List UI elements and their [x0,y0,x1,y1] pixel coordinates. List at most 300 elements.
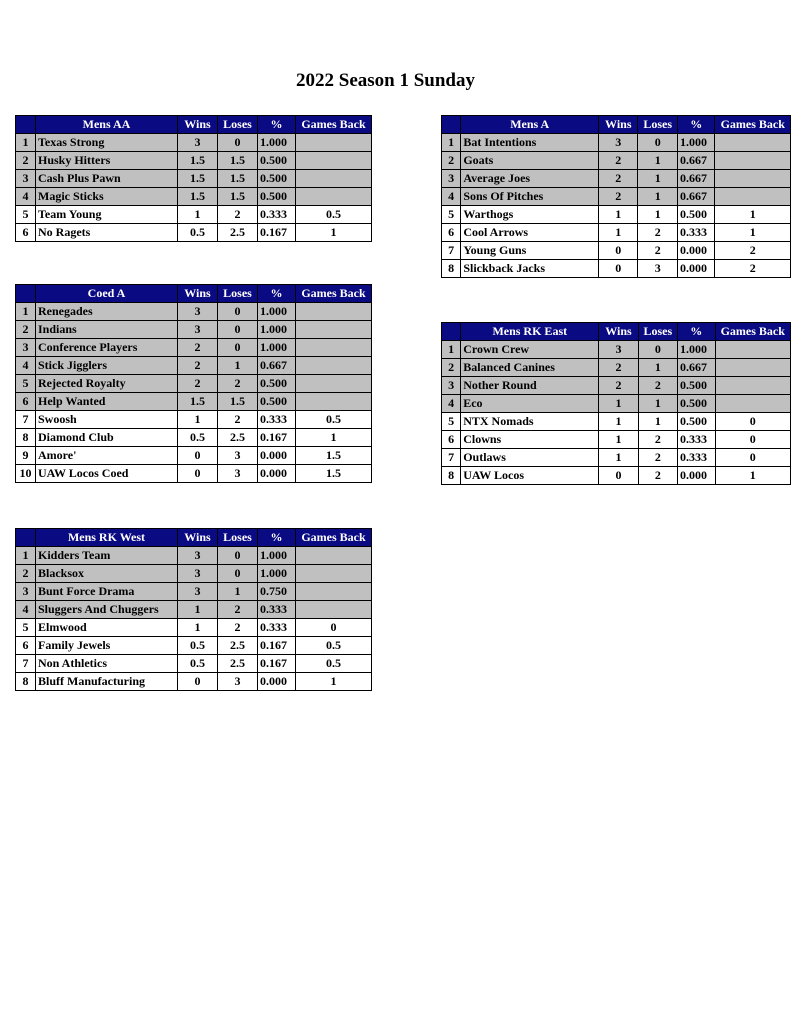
team-name-cell: Husky Hitters [36,152,178,170]
games-back-cell [715,377,790,395]
loses-cell: 2 [638,377,677,395]
pct-cell: 0.667 [677,188,715,206]
games-back-cell [296,375,372,393]
rank-cell: 4 [16,188,36,206]
header-division-name: Mens RK East [461,323,599,341]
pct-cell: 0.167 [258,429,296,447]
wins-cell: 0.5 [178,637,218,655]
wins-cell: 1 [599,206,638,224]
games-back-cell: 1.5 [296,447,372,465]
pct-cell: 0.500 [258,152,296,170]
rank-cell: 8 [16,429,36,447]
games-back-cell [296,357,372,375]
loses-cell: 1 [638,413,677,431]
team-name-cell: Eco [461,395,599,413]
team-name-cell: UAW Locos Coed [36,465,178,483]
pct-cell: 0.500 [678,413,715,431]
header-loses: Loses [638,116,678,134]
team-name-cell: Crown Crew [461,341,599,359]
rank-cell: 2 [16,565,36,583]
header-division-name: Coed A [36,285,178,303]
table-row [16,152,372,170]
header-games-back: Games Back [296,529,372,547]
pct-cell: 0.000 [677,260,715,278]
wins-cell: 1 [178,411,218,429]
header-loses: Loses [218,529,258,547]
team-name-cell: Non Athletics [36,655,178,673]
header-rank [16,529,36,547]
standings-coed-a [15,284,372,483]
team-name-cell: Kidders Team [36,547,178,565]
header-pct: % [258,529,296,547]
rank-cell: 1 [16,134,36,152]
pct-cell: 0.333 [677,224,715,242]
wins-cell: 3 [599,341,638,359]
team-name-cell: Rejected Royalty [36,375,178,393]
games-back-cell [296,170,372,188]
header-wins: Wins [178,116,218,134]
games-back-cell [715,170,791,188]
rank-cell: 1 [442,134,461,152]
rank-cell: 5 [16,619,36,637]
games-back-cell: 0.5 [296,206,372,224]
pct-cell: 0.667 [677,170,715,188]
team-name-cell: Sons Of Pitches [461,188,599,206]
games-back-cell [296,339,372,357]
team-name-cell: Cash Plus Pawn [36,170,178,188]
pct-cell: 0.333 [258,411,296,429]
table-row [442,242,791,260]
table-row [442,188,791,206]
wins-cell: 2 [599,188,638,206]
rank-cell: 4 [442,395,461,413]
pct-cell: 0.000 [677,242,715,260]
wins-cell: 1.5 [178,393,218,411]
table-row [16,134,372,152]
rank-cell: 4 [442,188,461,206]
loses-cell: 1 [218,357,258,375]
table-row [442,206,791,224]
games-back-cell: 0 [296,619,372,637]
pct-cell: 0.000 [258,673,296,691]
header-row [16,116,372,134]
header-rank [442,116,461,134]
table-row [16,224,372,242]
wins-cell: 2 [178,357,218,375]
wins-cell: 0 [599,260,638,278]
pct-cell: 1.000 [258,565,296,583]
loses-cell: 1.5 [218,152,258,170]
pct-cell: 0.500 [258,188,296,206]
team-name-cell: Bunt Force Drama [36,583,178,601]
table-row [16,170,372,188]
pct-cell: 0.500 [258,393,296,411]
pct-cell: 0.333 [678,431,715,449]
table-row [442,359,791,377]
pct-cell: 0.333 [678,449,715,467]
rank-cell: 6 [442,224,461,242]
games-back-cell: 1.5 [296,465,372,483]
pct-cell: 1.000 [677,134,715,152]
rank-cell: 8 [16,673,36,691]
team-name-cell: Bat Intentions [461,134,599,152]
team-name-cell: Average Joes [461,170,599,188]
rank-cell: 6 [16,637,36,655]
standings-mens-rk-east [441,322,791,485]
wins-cell: 2 [599,359,638,377]
header-loses: Loses [218,116,258,134]
header-division-name: Mens RK West [36,529,178,547]
header-division-name: Mens AA [36,116,178,134]
loses-cell: 3 [218,447,258,465]
wins-cell: 3 [178,321,218,339]
pct-cell: 0.500 [678,395,715,413]
loses-cell: 1.5 [218,170,258,188]
games-back-cell [296,393,372,411]
wins-cell: 2 [599,152,638,170]
header-wins: Wins [178,285,218,303]
team-name-cell: Young Guns [461,242,599,260]
team-name-cell: Slickback Jacks [461,260,599,278]
pct-cell: 0.667 [677,152,715,170]
table-row [442,395,791,413]
table-row [16,303,372,321]
wins-cell: 1 [178,619,218,637]
team-name-cell: Renegades [36,303,178,321]
wins-cell: 0.5 [178,429,218,447]
loses-cell: 1.5 [218,393,258,411]
loses-cell: 2.5 [218,655,258,673]
games-back-cell [296,303,372,321]
pct-cell: 0.500 [677,206,715,224]
games-back-cell [296,601,372,619]
table-row [442,377,791,395]
table-row [442,260,791,278]
table-row [442,170,791,188]
wins-cell: 0.5 [178,655,218,673]
loses-cell: 2 [638,467,677,485]
rank-cell: 4 [16,357,36,375]
pct-cell: 1.000 [258,134,296,152]
pct-cell: 0.000 [258,465,296,483]
wins-cell: 3 [599,134,638,152]
games-back-cell [715,395,790,413]
games-back-cell: 2 [715,242,791,260]
team-name-cell: Cool Arrows [461,224,599,242]
wins-cell: 2 [599,170,638,188]
pct-cell: 0.167 [258,655,296,673]
table-row [16,339,372,357]
loses-cell: 3 [218,465,258,483]
wins-cell: 1 [599,431,638,449]
team-name-cell: Magic Sticks [36,188,178,206]
header-pct: % [678,323,715,341]
team-name-cell: Sluggers And Chuggers [36,601,178,619]
header-row [442,116,791,134]
rank-cell: 1 [16,303,36,321]
pct-cell: 1.000 [258,339,296,357]
rank-cell: 4 [16,601,36,619]
header-loses: Loses [218,285,258,303]
wins-cell: 3 [178,303,218,321]
games-back-cell [296,583,372,601]
header-wins: Wins [599,323,638,341]
table-row [16,565,372,583]
rank-cell: 3 [16,583,36,601]
loses-cell: 2.5 [218,429,258,447]
wins-cell: 1.5 [178,152,218,170]
games-back-cell: 1 [296,224,372,242]
team-name-cell: UAW Locos [461,467,599,485]
wins-cell: 0 [599,467,638,485]
loses-cell: 1 [638,188,678,206]
wins-cell: 3 [178,565,218,583]
table-row [442,341,791,359]
rank-cell: 3 [442,377,461,395]
wins-cell: 0 [178,447,218,465]
wins-cell: 0 [178,465,218,483]
header-pct: % [258,285,296,303]
table-row [16,321,372,339]
loses-cell: 0 [218,565,258,583]
table-row [442,413,791,431]
pct-cell: 1.000 [678,341,715,359]
header-pct: % [258,116,296,134]
team-name-cell: Clowns [461,431,599,449]
team-name-cell: Amore' [36,447,178,465]
wins-cell: 3 [178,547,218,565]
team-name-cell: Stick Jigglers [36,357,178,375]
rank-cell: 2 [442,359,461,377]
pct-cell: 1.000 [258,547,296,565]
wins-cell: 1 [599,449,638,467]
table-row [16,357,372,375]
rank-cell: 7 [16,411,36,429]
loses-cell: 1 [218,583,258,601]
rank-cell: 5 [16,206,36,224]
loses-cell: 3 [218,673,258,691]
loses-cell: 1 [638,170,678,188]
games-back-cell [296,134,372,152]
table-row [442,467,791,485]
table-row [16,375,372,393]
table-row [442,134,791,152]
games-back-cell: 0 [715,431,790,449]
wins-cell: 3 [178,134,218,152]
rank-cell: 5 [442,413,461,431]
rank-cell: 5 [442,206,461,224]
loses-cell: 0 [218,303,258,321]
loses-cell: 0 [218,134,258,152]
loses-cell: 1 [638,152,678,170]
team-name-cell: Indians [36,321,178,339]
rank-cell: 2 [442,152,461,170]
team-name-cell: Texas Strong [36,134,178,152]
games-back-cell: 1 [296,429,372,447]
rank-cell: 8 [442,260,461,278]
table-row [16,188,372,206]
games-back-cell [715,134,791,152]
header-rank [16,285,36,303]
team-name-cell: Warthogs [461,206,599,224]
rank-cell: 8 [442,467,461,485]
games-back-cell [715,341,790,359]
loses-cell: 1 [638,206,678,224]
loses-cell: 2 [218,375,258,393]
wins-cell: 1 [599,224,638,242]
rank-cell: 10 [16,465,36,483]
games-back-cell [296,321,372,339]
pct-cell: 0.667 [258,357,296,375]
header-row [16,285,372,303]
loses-cell: 0 [638,134,678,152]
pct-cell: 0.333 [258,206,296,224]
team-name-cell: Diamond Club [36,429,178,447]
rank-cell: 2 [16,321,36,339]
table-row [442,224,791,242]
team-name-cell: No Ragets [36,224,178,242]
wins-cell: 0.5 [178,224,218,242]
wins-cell: 1.5 [178,188,218,206]
pct-cell: 0.167 [258,224,296,242]
team-name-cell: Balanced Canines [461,359,599,377]
standings-mens-rk-west [15,528,372,691]
games-back-cell [715,188,791,206]
table-row [16,465,372,483]
wins-cell: 3 [178,583,218,601]
header-rank [16,116,36,134]
rank-cell: 6 [16,393,36,411]
games-back-cell: 0.5 [296,637,372,655]
pct-cell: 0.000 [258,447,296,465]
team-name-cell: Blacksox [36,565,178,583]
table-row [442,431,791,449]
games-back-cell: 2 [715,260,791,278]
games-back-cell [715,152,791,170]
pct-cell: 0.333 [258,601,296,619]
header-division-name: Mens A [461,116,599,134]
rank-cell: 3 [16,339,36,357]
pct-cell: 0.750 [258,583,296,601]
team-name-cell: Swoosh [36,411,178,429]
table-row [442,449,791,467]
team-name-cell: Team Young [36,206,178,224]
team-name-cell: Help Wanted [36,393,178,411]
rank-cell: 3 [16,170,36,188]
rank-cell: 6 [442,431,461,449]
table-row [16,673,372,691]
loses-cell: 2 [638,449,677,467]
loses-cell: 0 [218,321,258,339]
games-back-cell [296,188,372,206]
header-wins: Wins [178,529,218,547]
games-back-cell: 0.5 [296,655,372,673]
wins-cell: 1.5 [178,170,218,188]
games-back-cell [296,565,372,583]
rank-cell: 3 [442,170,461,188]
header-games-back: Games Back [715,116,791,134]
rank-cell: 1 [16,547,36,565]
team-name-cell: Goats [461,152,599,170]
table-row [442,152,791,170]
page-title: 2022 Season 1 Sunday [296,70,475,91]
rank-cell: 7 [16,655,36,673]
standings-mens-a [441,115,791,278]
games-back-cell: 1 [715,206,791,224]
table-row [16,547,372,565]
games-back-cell: 1 [296,673,372,691]
table-row [16,393,372,411]
loses-cell: 1 [638,395,677,413]
loses-cell: 2 [638,242,678,260]
header-rank [442,323,461,341]
wins-cell: 0 [599,242,638,260]
loses-cell: 2 [218,206,258,224]
table-row [16,447,372,465]
loses-cell: 2.5 [218,224,258,242]
header-games-back: Games Back [296,116,372,134]
rank-cell: 5 [16,375,36,393]
team-name-cell: Family Jewels [36,637,178,655]
games-back-cell: 0 [715,413,790,431]
table-row [16,411,372,429]
table-row [16,206,372,224]
header-pct: % [677,116,715,134]
loses-cell: 3 [638,260,678,278]
loses-cell: 2 [218,411,258,429]
team-name-cell: Conference Players [36,339,178,357]
games-back-cell [296,547,372,565]
table-row [16,655,372,673]
standings-mens-aa [15,115,372,242]
pct-cell: 0.500 [258,375,296,393]
pct-cell: 1.000 [258,321,296,339]
wins-cell: 2 [178,339,218,357]
pct-cell: 0.333 [258,619,296,637]
loses-cell: 2 [218,619,258,637]
header-wins: Wins [599,116,638,134]
team-name-cell: Elmwood [36,619,178,637]
table-row [16,429,372,447]
header-games-back: Games Back [715,323,790,341]
loses-cell: 2.5 [218,637,258,655]
rank-cell: 2 [16,152,36,170]
wins-cell: 0 [178,673,218,691]
games-back-cell: 1 [715,467,790,485]
rank-cell: 7 [442,242,461,260]
games-back-cell [296,152,372,170]
rank-cell: 1 [442,341,461,359]
pct-cell: 0.500 [678,377,715,395]
loses-cell: 0 [638,341,677,359]
rank-cell: 6 [16,224,36,242]
pct-cell: 0.667 [678,359,715,377]
table-row [16,601,372,619]
team-name-cell: Outlaws [461,449,599,467]
games-back-cell [715,359,790,377]
wins-cell: 2 [178,375,218,393]
pct-cell: 0.167 [258,637,296,655]
table-row [16,637,372,655]
table-row [16,619,372,637]
games-back-cell: 1 [715,224,791,242]
table-row [16,583,372,601]
loses-cell: 1 [638,359,677,377]
games-back-cell: 0 [715,449,790,467]
loses-cell: 0 [218,339,258,357]
loses-cell: 2 [218,601,258,619]
header-loses: Loses [638,323,677,341]
